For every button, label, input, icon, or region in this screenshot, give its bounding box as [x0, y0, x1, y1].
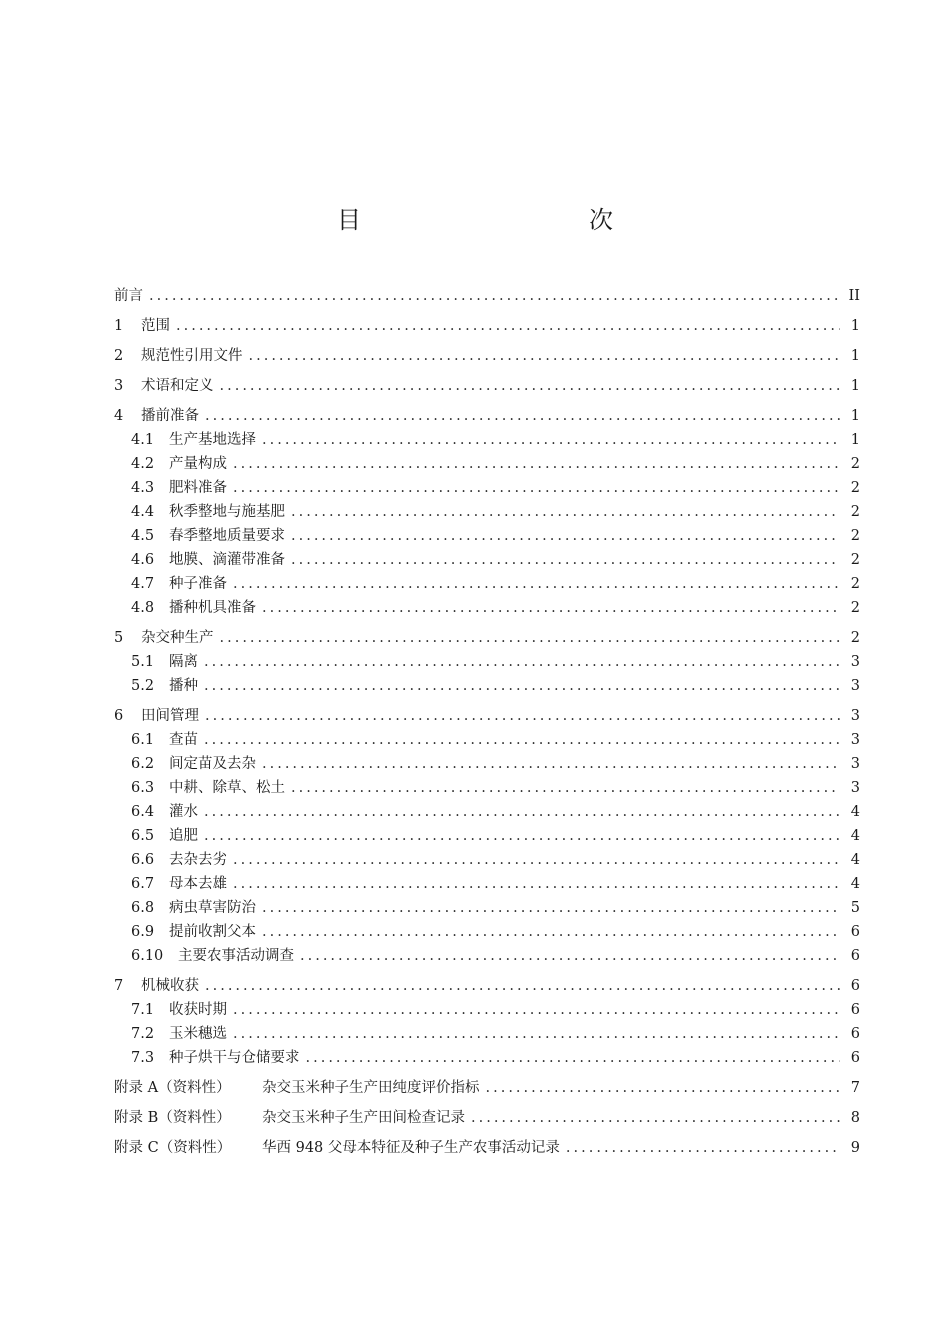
toc-text: 主要农事活动调查 — [178, 948, 294, 964]
toc-entry[interactable] — [114, 1046, 860, 1070]
toc-text: 前言 — [114, 288, 143, 304]
toc-leader — [149, 284, 840, 308]
toc-leader — [233, 998, 840, 1022]
toc-page: 2 — [850, 528, 860, 544]
toc-text: 华西 948 父母本特征及种子生产农事活动记录 — [262, 1140, 560, 1156]
toc-entry[interactable] — [114, 572, 860, 596]
toc-number: 6.3 — [131, 780, 155, 796]
toc-text: 规范性引用文件 — [141, 348, 243, 364]
toc-text: 生产基地选择 — [169, 432, 256, 448]
toc-leader — [205, 974, 840, 998]
toc-text: 中耕、除草、松土 — [169, 780, 285, 796]
toc-page: 6 — [850, 978, 860, 994]
toc-text: 病虫草害防治 — [169, 900, 256, 916]
toc-entry[interactable] — [114, 704, 860, 728]
toc-entry[interactable] — [114, 920, 860, 944]
toc-page: 8 — [850, 1110, 860, 1126]
toc-leader — [262, 896, 840, 920]
toc-text: 秋季整地与施基肥 — [169, 504, 285, 520]
toc-entry[interactable] — [114, 596, 860, 620]
toc-page: 4 — [850, 828, 860, 844]
toc-number: 7.1 — [131, 1002, 155, 1018]
toc-page: 2 — [850, 456, 860, 472]
toc-number: 4.4 — [131, 504, 155, 520]
toc-leader — [262, 920, 840, 944]
toc-text: 春季整地质量要求 — [169, 528, 285, 544]
toc-number: 6.2 — [131, 756, 155, 772]
toc-page: 7 — [850, 1080, 860, 1096]
toc-leader — [204, 674, 840, 698]
toc-entry[interactable] — [114, 476, 860, 500]
toc-page: 6 — [850, 924, 860, 940]
toc-text: 肥料准备 — [169, 480, 227, 496]
toc-number: 4.2 — [131, 456, 155, 472]
toc-page: 3 — [850, 678, 860, 694]
toc-text: 杂交种生产 — [141, 630, 214, 646]
toc-page: 6 — [850, 948, 860, 964]
toc-page: 9 — [850, 1140, 860, 1156]
toc-text: 提前收割父本 — [169, 924, 256, 940]
toc-entry[interactable] — [114, 974, 860, 998]
toc-leader — [566, 1136, 840, 1160]
toc-entry[interactable] — [114, 800, 860, 824]
toc-leader — [300, 944, 840, 968]
toc-leader — [233, 572, 840, 596]
toc-text: 间定苗及去杂 — [169, 756, 256, 772]
toc-page: 1 — [850, 378, 860, 394]
toc-leader — [204, 800, 840, 824]
toc-entry[interactable] — [114, 752, 860, 776]
toc-text: 播种 — [169, 678, 198, 694]
toc-number: 4.7 — [131, 576, 155, 592]
toc-number: 附录 C（资料性） — [114, 1140, 232, 1156]
toc-page: 6 — [850, 1026, 860, 1042]
toc-leader — [306, 1046, 841, 1070]
toc-entry[interactable] — [114, 728, 860, 752]
toc-number: 2 — [114, 348, 124, 364]
toc-number: 7.2 — [131, 1026, 155, 1042]
toc-number: 4.8 — [131, 600, 155, 616]
toc-number: 5 — [114, 630, 124, 646]
toc-number: 附录 A（资料性） — [114, 1080, 231, 1096]
toc-text: 去杂去劣 — [169, 852, 227, 868]
toc-leader — [291, 524, 840, 548]
page-title: 目 次 — [337, 206, 673, 234]
toc-entry[interactable] — [114, 500, 860, 524]
toc-leader — [262, 428, 840, 452]
table-of-contents — [114, 284, 860, 1160]
toc-entry[interactable] — [114, 626, 860, 650]
toc-page: 6 — [850, 1050, 860, 1066]
toc-number: 6.6 — [131, 852, 155, 868]
toc-entry[interactable] — [114, 998, 860, 1022]
toc-leader — [486, 1076, 841, 1100]
toc-text: 播前准备 — [141, 408, 199, 424]
toc-entry[interactable] — [114, 944, 860, 968]
toc-entry[interactable] — [114, 896, 860, 920]
toc-page: II — [848, 288, 860, 304]
toc-number: 6.1 — [131, 732, 155, 748]
toc-leader — [233, 452, 840, 476]
toc-entry[interactable] — [114, 548, 860, 572]
toc-number: 4.1 — [131, 432, 155, 448]
toc-page: 3 — [850, 780, 860, 796]
toc-page: 1 — [850, 318, 860, 334]
toc-entry[interactable] — [114, 404, 860, 428]
toc-text: 田间管理 — [141, 708, 199, 724]
toc-entry[interactable] — [114, 1076, 860, 1100]
toc-number: 6.5 — [131, 828, 155, 844]
toc-entry[interactable] — [114, 1022, 860, 1046]
toc-text: 杂交玉米种子生产田纯度评价指标 — [262, 1080, 480, 1096]
toc-text: 机械收获 — [141, 978, 199, 994]
toc-page: 2 — [850, 630, 860, 646]
toc-entry[interactable] — [114, 848, 860, 872]
toc-entry[interactable] — [114, 824, 860, 848]
toc-page: 4 — [850, 876, 860, 892]
toc-page: 4 — [850, 804, 860, 820]
toc-entry[interactable] — [114, 524, 860, 548]
toc-page: 4 — [850, 852, 860, 868]
toc-page: 2 — [850, 504, 860, 520]
toc-text: 术语和定义 — [141, 378, 214, 394]
toc-text: 母本去雄 — [169, 876, 227, 892]
toc-text: 收获时期 — [169, 1002, 227, 1018]
toc-leader — [204, 650, 840, 674]
toc-entry[interactable] — [114, 1106, 860, 1130]
toc-leader — [233, 1022, 840, 1046]
toc-entry[interactable] — [114, 428, 860, 452]
toc-page: 2 — [850, 576, 860, 592]
toc-entry[interactable] — [114, 1136, 860, 1160]
toc-text: 灌水 — [169, 804, 198, 820]
toc-text: 查苗 — [169, 732, 198, 748]
toc-entry[interactable] — [114, 374, 860, 398]
toc-leader — [220, 626, 841, 650]
toc-entry[interactable] — [114, 650, 860, 674]
toc-number: 6 — [114, 708, 124, 724]
toc-text: 播种机具准备 — [169, 600, 256, 616]
toc-leader — [233, 872, 840, 896]
toc-leader — [291, 500, 840, 524]
toc-text: 范围 — [141, 318, 170, 334]
toc-number: 5.1 — [131, 654, 155, 670]
toc-leader — [233, 476, 840, 500]
toc-text: 追肥 — [169, 828, 198, 844]
toc-text: 玉米穗选 — [169, 1026, 227, 1042]
toc-page: 3 — [850, 708, 860, 724]
toc-leader — [176, 314, 840, 338]
toc-number: 3 — [114, 378, 124, 394]
toc-number: 6.10 — [131, 948, 164, 964]
toc-leader — [249, 344, 841, 368]
toc-leader — [291, 548, 840, 572]
toc-leader — [262, 752, 840, 776]
toc-leader — [220, 374, 841, 398]
toc-leader — [204, 728, 840, 752]
toc-text: 地膜、滴灌带准备 — [169, 552, 285, 568]
toc-leader — [291, 776, 840, 800]
toc-page: 3 — [850, 732, 860, 748]
toc-text: 杂交玉米种子生产田间检查记录 — [262, 1110, 465, 1126]
toc-leader — [205, 404, 840, 428]
toc-page: 1 — [850, 432, 860, 448]
toc-number: 7 — [114, 978, 124, 994]
toc-page: 6 — [850, 1002, 860, 1018]
toc-leader — [205, 704, 840, 728]
toc-text: 种子准备 — [169, 576, 227, 592]
toc-page: 2 — [850, 600, 860, 616]
toc-number: 4.6 — [131, 552, 155, 568]
toc-page: 5 — [850, 900, 860, 916]
toc-entry[interactable] — [114, 776, 860, 800]
toc-leader — [204, 824, 840, 848]
toc-text: 种子烘干与仓储要求 — [169, 1050, 300, 1066]
toc-entry[interactable] — [114, 674, 860, 698]
toc-number: 7.3 — [131, 1050, 155, 1066]
toc-number: 4.5 — [131, 528, 155, 544]
toc-entry[interactable] — [114, 452, 860, 476]
toc-leader — [471, 1106, 840, 1130]
toc-entry[interactable] — [114, 872, 860, 896]
toc-page: 1 — [850, 408, 860, 424]
toc-page: 2 — [850, 552, 860, 568]
toc-number: 4 — [114, 408, 124, 424]
toc-text: 隔离 — [169, 654, 198, 670]
toc-text: 产量构成 — [169, 456, 227, 472]
toc-number: 1 — [114, 318, 124, 334]
toc-page: 2 — [850, 480, 860, 496]
toc-leader — [233, 848, 840, 872]
toc-number: 5.2 — [131, 678, 155, 694]
toc-number: 6.8 — [131, 900, 155, 916]
toc-page: 1 — [850, 348, 860, 364]
toc-entry[interactable] — [114, 284, 860, 308]
toc-leader — [262, 596, 840, 620]
toc-entry[interactable] — [114, 314, 860, 338]
toc-number: 6.4 — [131, 804, 155, 820]
toc-entry[interactable] — [114, 344, 860, 368]
toc-page: 3 — [850, 756, 860, 772]
toc-number: 附录 B（资料性） — [114, 1110, 231, 1126]
toc-number: 6.9 — [131, 924, 155, 940]
toc-number: 4.3 — [131, 480, 155, 496]
toc-page: 3 — [850, 654, 860, 670]
toc-number: 6.7 — [131, 876, 155, 892]
